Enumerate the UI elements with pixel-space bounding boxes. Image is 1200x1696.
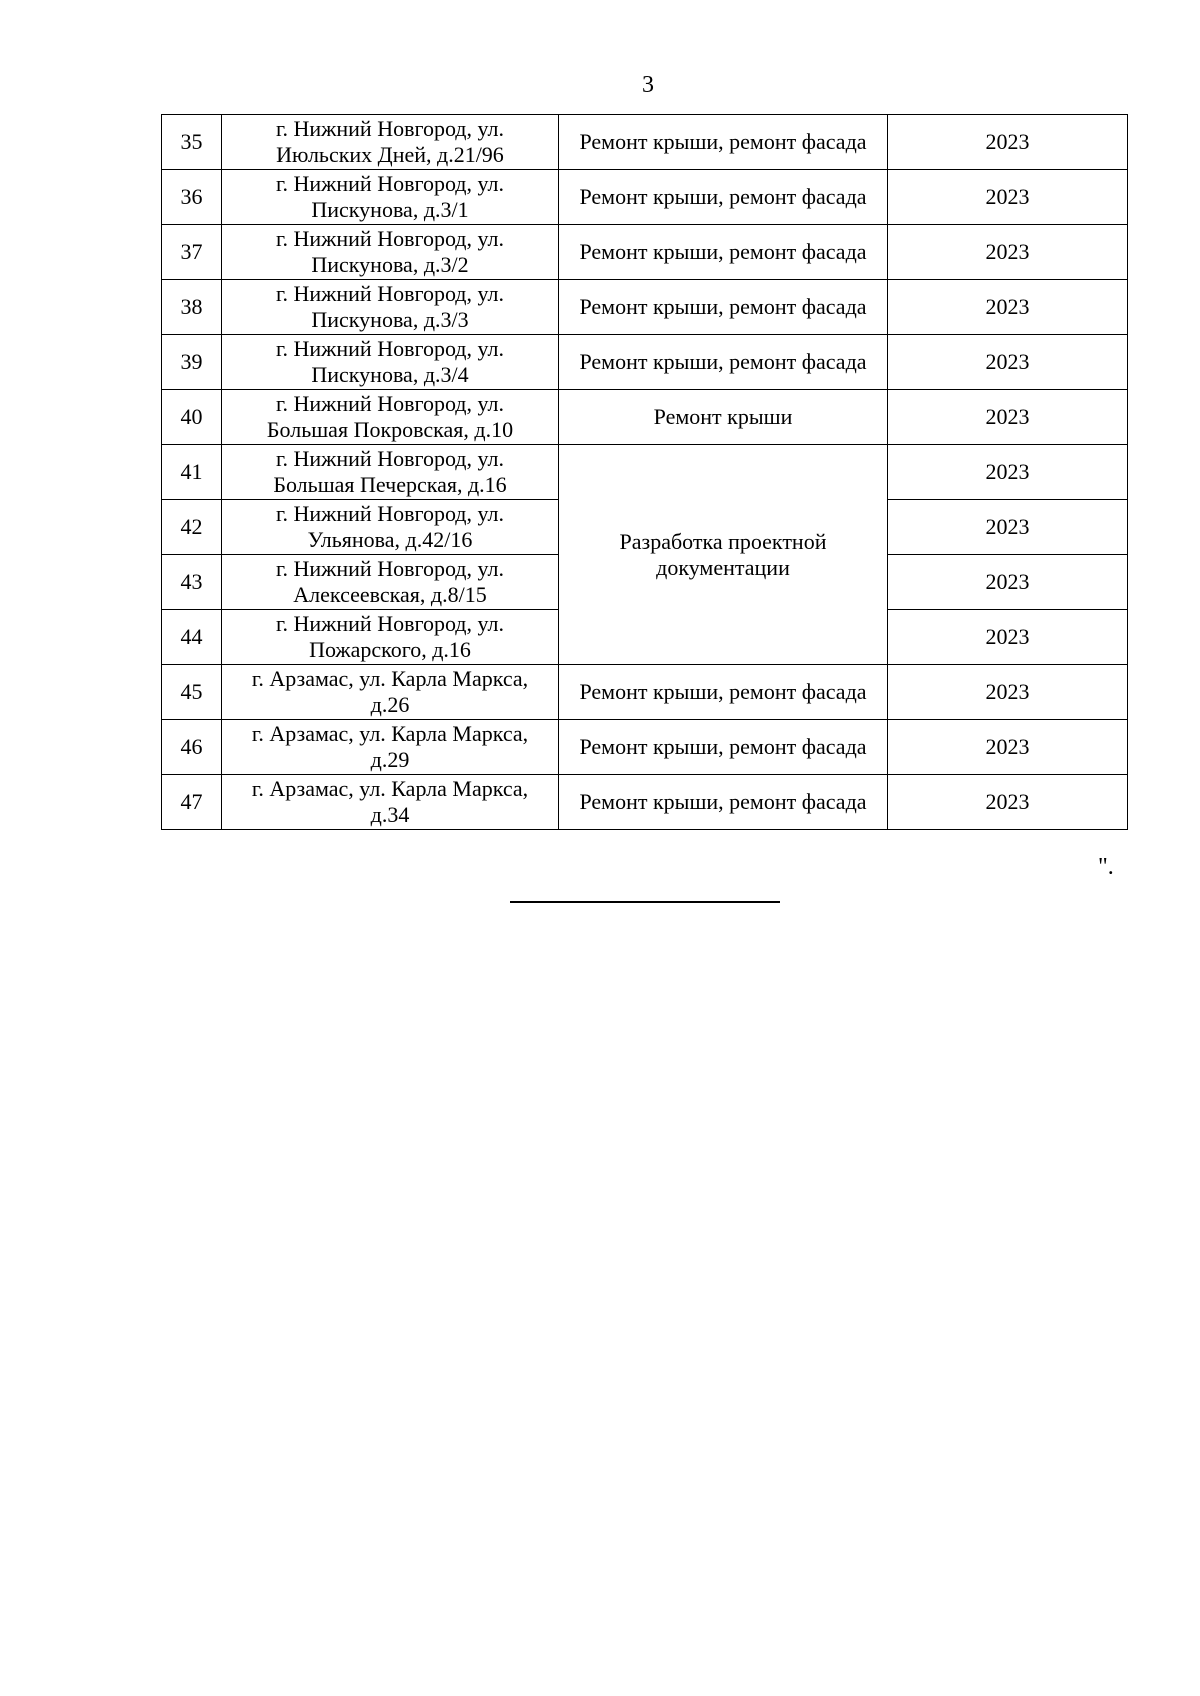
work-type-cell: Ремонт крыши, ремонт фасада: [559, 775, 888, 830]
year-cell: 2023: [888, 225, 1128, 280]
address-line: г. Нижний Новгород, ул.: [275, 226, 505, 251]
year-cell: 2023: [888, 720, 1128, 775]
address-line: г. Нижний Новгород, ул.: [275, 281, 505, 306]
table-row: [162, 445, 1128, 500]
year-cell: 2023: [888, 335, 1128, 390]
year-cell: 2023: [888, 280, 1128, 335]
address-line: г. Нижний Новгород, ул.: [275, 171, 505, 196]
work-type-line: документации: [656, 554, 790, 580]
address-line: г. Нижний Новгород, ул.: [275, 446, 505, 471]
work-type-cell: Ремонт крыши, ремонт фасада: [559, 665, 888, 720]
address-line: д.34: [370, 802, 410, 827]
row-number: 35: [162, 115, 222, 170]
table-row: [162, 720, 1128, 775]
address-cell: [222, 665, 559, 720]
row-number: 36: [162, 170, 222, 225]
address-line: г. Арзамас, ул. Карла Маркса,: [251, 776, 529, 801]
table-row: [162, 390, 1128, 445]
row-number: 42: [162, 500, 222, 555]
row-number: 40: [162, 390, 222, 445]
row-number: 46: [162, 720, 222, 775]
work-type-cell: Ремонт крыши: [559, 390, 888, 445]
address-cell: [222, 610, 559, 665]
row-number: 38: [162, 280, 222, 335]
page-number: 3: [642, 72, 654, 98]
address-cell: [222, 445, 559, 500]
row-number: 43: [162, 555, 222, 610]
address-line: г. Нижний Новгород, ул.: [275, 336, 505, 361]
address-cell: [222, 720, 559, 775]
address-cell: [222, 225, 559, 280]
address-line: г. Нижний Новгород, ул.: [275, 116, 505, 141]
work-type-cell: Ремонт крыши, ремонт фасада: [559, 335, 888, 390]
table-row: [162, 280, 1128, 335]
work-type-line: Разработка проектной: [619, 528, 827, 554]
address-line: Пискунова, д.3/1: [311, 197, 469, 222]
address-line: г. Арзамас, ул. Карла Маркса,: [251, 721, 529, 746]
address-cell: [222, 555, 559, 610]
address-line: г. Нижний Новгород, ул.: [275, 556, 505, 581]
merged-work-type-cell: [559, 445, 888, 665]
address-cell: [222, 280, 559, 335]
work-type-cell: Ремонт крыши, ремонт фасада: [559, 225, 888, 280]
year-cell: 2023: [888, 555, 1128, 610]
address-line: Ульянова, д.42/16: [307, 527, 473, 552]
work-type-cell: Ремонт крыши, ремонт фасада: [559, 280, 888, 335]
address-line: г. Нижний Новгород, ул.: [275, 611, 505, 636]
address-cell: [222, 775, 559, 830]
address-line: Пискунова, д.3/4: [311, 362, 469, 387]
table-row: [162, 170, 1128, 225]
row-number: 45: [162, 665, 222, 720]
table-row: [162, 775, 1128, 830]
address-cell: [222, 170, 559, 225]
row-number: 41: [162, 445, 222, 500]
year-cell: 2023: [888, 115, 1128, 170]
address-line: Большая Печерская, д.16: [273, 472, 507, 497]
address-line: Пискунова, д.3/3: [311, 307, 469, 332]
address-cell: [222, 335, 559, 390]
work-type-cell: Ремонт крыши, ремонт фасада: [559, 115, 888, 170]
address-line: д.26: [370, 692, 410, 717]
work-type-cell: Ремонт крыши, ремонт фасада: [559, 720, 888, 775]
address-line: г. Арзамас, ул. Карла Маркса,: [251, 666, 529, 691]
address-line: Большая Покровская, д.10: [266, 417, 514, 442]
row-number: 39: [162, 335, 222, 390]
address-line: г. Нижний Новгород, ул.: [275, 391, 505, 416]
closing-quote: ".: [1098, 854, 1114, 880]
address-line: Алексеевская, д.8/15: [293, 582, 487, 607]
address-line: Июльских Дней, д.21/96: [276, 142, 504, 167]
table-row: [162, 335, 1128, 390]
table-row: [162, 115, 1128, 170]
year-cell: 2023: [888, 500, 1128, 555]
repair-schedule-table: [161, 114, 1128, 830]
address-line: Пожарского, д.16: [309, 637, 471, 662]
year-cell: 2023: [888, 775, 1128, 830]
address-cell: [222, 500, 559, 555]
address-cell: [222, 390, 559, 445]
row-number: 47: [162, 775, 222, 830]
work-type-cell: Ремонт крыши, ремонт фасада: [559, 170, 888, 225]
address-line: д.29: [370, 747, 410, 772]
address-line: г. Нижний Новгород, ул.: [275, 501, 505, 526]
row-number: 44: [162, 610, 222, 665]
year-cell: 2023: [888, 610, 1128, 665]
address-line: Пискунова, д.3/2: [311, 252, 469, 277]
year-cell: 2023: [888, 445, 1128, 500]
year-cell: 2023: [888, 665, 1128, 720]
year-cell: 2023: [888, 170, 1128, 225]
address-cell: [222, 115, 559, 170]
year-cell: 2023: [888, 390, 1128, 445]
separator-line: [510, 901, 780, 903]
table-row: [162, 225, 1128, 280]
row-number: 37: [162, 225, 222, 280]
table-row: [162, 665, 1128, 720]
